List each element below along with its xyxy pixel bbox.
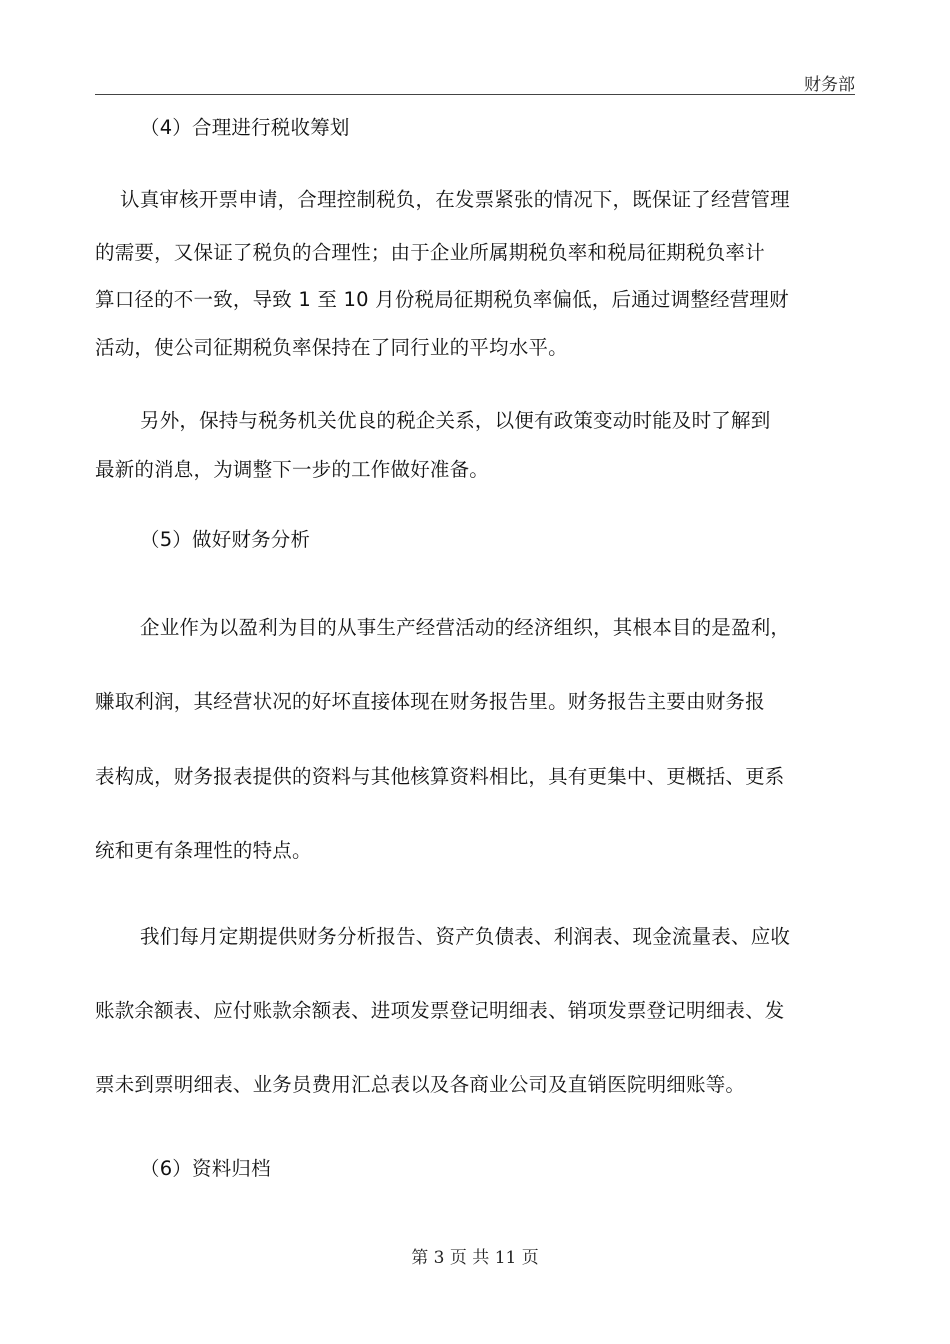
- paragraph-line: 账款余额表、应付账款余额表、进项发票登记明细表、销项发票登记明细表、发: [95, 999, 785, 1022]
- paragraph-line: 活动，使公司征期税负率保持在了同行业的平均水平。: [95, 336, 568, 359]
- paragraph-line: 企业作为以盈利为目的从事生产经营活动的经济组织，其根本目的是盈利，: [140, 616, 791, 639]
- paragraph-line: 算口径的不一致，导致 1 至 10 月份税局征期税负率偏低，后通过调整经营理财: [95, 288, 789, 311]
- section-heading-6: （6）资料归档: [140, 1157, 271, 1180]
- header-department: 财务部: [804, 75, 855, 95]
- section-heading-4: （4）合理进行税收筹划: [140, 116, 350, 139]
- paragraph-line: 的需要，又保证了税负的合理性；由于企业所属期税负率和税局征期税负率计: [95, 241, 765, 264]
- paragraph-line: 统和更有条理性的特点。: [95, 839, 312, 862]
- paragraph-line: 票未到票明细表、业务员费用汇总表以及各商业公司及直销医院明细账等。: [95, 1073, 746, 1096]
- page-number: 第 3 页 共 11 页: [411, 1248, 539, 1268]
- paragraph-line: 认真审核开票申请，合理控制税负，在发票紧张的情况下，既保证了经营管理: [120, 188, 790, 211]
- paragraph-line: 表构成，财务报表提供的资料与其他核算资料相比，具有更集中、更概括、更系: [95, 765, 785, 788]
- paragraph-line: 赚取利润，其经营状况的好坏直接体现在财务报告里。财务报告主要由财务报: [95, 690, 765, 713]
- paragraph-line: 我们每月定期提供财务分析报告、资产负债表、利润表、现金流量表、应收: [140, 925, 791, 948]
- paragraph-line: 最新的消息，为调整下一步的工作做好准备。: [95, 458, 490, 481]
- paragraph-line: 另外，保持与税务机关优良的税企关系，以便有政策变动时能及时了解到: [140, 409, 771, 432]
- header-divider: [95, 94, 855, 95]
- section-heading-5: （5）做好财务分析: [140, 528, 311, 551]
